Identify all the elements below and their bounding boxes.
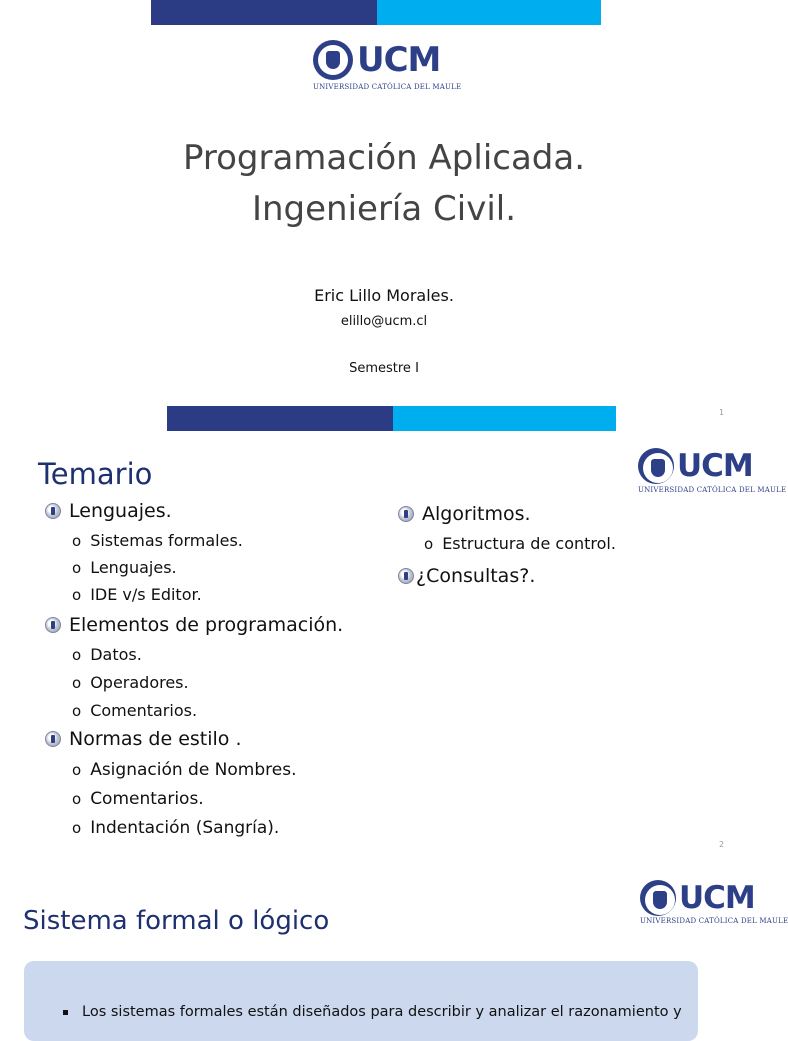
topic-label: Elementos de programación. [69,614,344,636]
ucm-bullet-icon [45,731,61,747]
subtopic-label: Sistemas formales. [90,531,243,550]
circle-bullet-icon: o [72,558,82,577]
slide-title-line1: Programación Aplicada. [182,138,586,178]
bottom-bar-dark [167,406,393,431]
subtopic-label: Estructura de control. [442,534,616,553]
circle-bullet-icon: o [72,645,82,664]
top-bar-dark [151,0,377,25]
logo-text: UCM [357,40,441,80]
page-number: 1 [719,408,725,417]
topic-item [45,500,172,522]
subtopic-item [72,673,189,692]
ucm-logo [640,880,755,916]
circle-bullet-icon: o [72,790,82,808]
circle-bullet-icon: o [72,585,82,604]
university-seal-icon [638,448,674,484]
subtopic-item [72,760,297,780]
circle-bullet-icon: o [72,819,82,837]
topic-item [398,565,535,587]
circle-bullet-icon: o [72,761,82,779]
university-seal-icon [640,880,676,916]
circle-bullet-icon: o [72,701,82,720]
logo-subtitle: UNIVERSIDAD CATÓLICA DEL MAULE [313,83,462,91]
subtopic-item [72,585,202,604]
subtopic-label: Indentación (Sangría). [90,818,280,838]
circle-bullet-icon: o [72,531,82,550]
content-box [24,961,698,1041]
logo-subtitle: UNIVERSIDAD CATÓLICA DEL MAULE [640,917,788,925]
top-bar-light [377,0,601,25]
topic-label: Normas de estilo . [69,728,242,750]
logo-text: UCM [679,880,755,916]
logo-subtitle: UNIVERSIDAD CATÓLICA DEL MAULE [638,486,787,494]
subtopic-item [72,701,197,720]
subtopic-label: Datos. [90,645,142,664]
subtopic-label: Comentarios. [90,789,204,809]
subtopic-label: IDE v/s Editor. [90,585,202,604]
topic-label: Algoritmos. [422,503,531,525]
slide-heading: Sistema formal o lógico [23,906,330,936]
slide-title-line2: Ingeniería Civil. [251,189,517,229]
ucm-bullet-icon [398,568,414,584]
slide-heading: Temario [38,457,153,491]
subtopic-label: Lenguajes. [90,558,177,577]
bullet-text: Los sistemas formales están diseñados para describir y analizar el razonamiento y [82,1004,682,1020]
circle-bullet-icon: o [72,673,82,692]
subtopic-item [72,789,204,809]
list-item [63,1004,682,1020]
subtopic-item [72,531,243,550]
subtopic-item [72,645,142,664]
subtopic-item [424,534,616,553]
bottom-bar-light [393,406,616,431]
square-bullet-icon [63,1010,68,1015]
semester-label: Semestre I [349,361,419,376]
page-number: 2 [719,840,725,849]
author-name: Eric Lillo Morales. [314,286,454,305]
topic-label: ¿Consultas?. [416,565,536,587]
subtopic-label: Operadores. [90,673,189,692]
subtopic-label: Comentarios. [90,701,198,720]
topic-label: Lenguajes. [69,500,172,522]
ucm-logo [313,40,440,80]
author-email: elillo@ucm.cl [340,314,428,329]
logo-text: UCM [677,448,753,484]
topic-item [45,728,242,750]
ucm-bullet-icon [45,503,61,519]
ucm-bullet-icon [45,617,61,633]
topic-item [45,614,343,636]
topic-item [398,503,531,525]
university-seal-icon [313,40,353,80]
circle-bullet-icon: o [424,534,434,553]
ucm-bullet-icon [398,506,414,522]
subtopic-item [72,558,177,577]
subtopic-item [72,818,279,838]
subtopic-label: Asignación de Nombres. [90,760,297,780]
ucm-logo [638,448,753,484]
